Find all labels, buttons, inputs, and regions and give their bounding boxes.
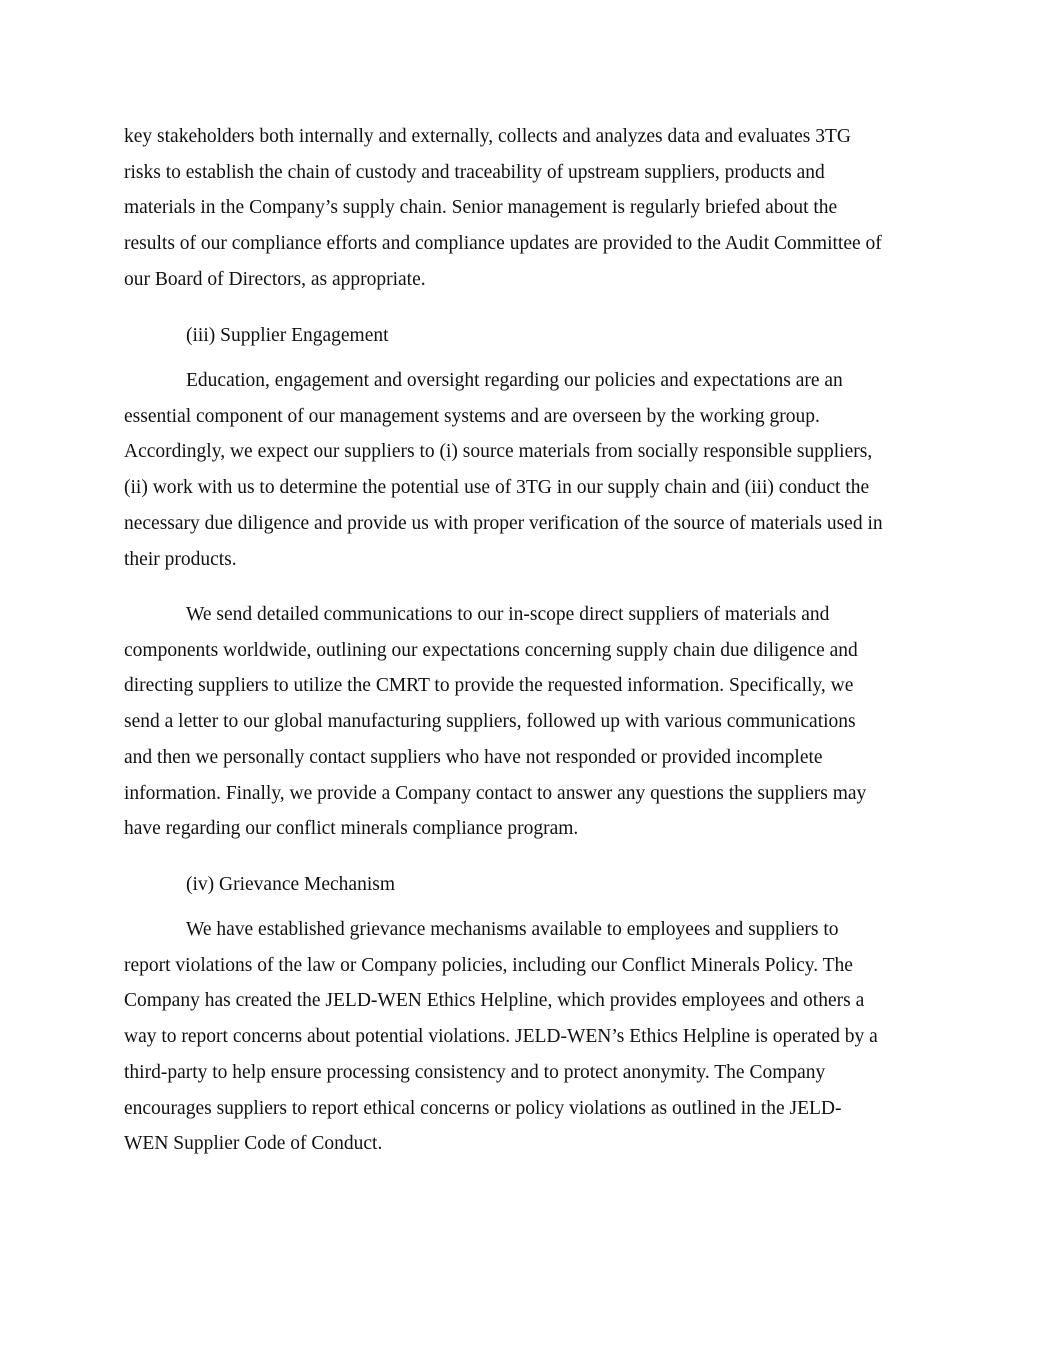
text-line: Education, engagement and oversight regarding our policies and expectations are an	[186, 370, 843, 391]
paragraph-supplier-education	[124, 363, 944, 577]
paragraph-supplier-communications	[124, 597, 944, 847]
text-line: We send detailed communications to our in-scope direct suppliers of materials and	[186, 604, 830, 625]
text-line: our Board of Directors, as appropriate.	[124, 268, 426, 290]
paragraph-continuation	[124, 119, 944, 298]
heading-text: (iv) Grievance Mechanism	[186, 874, 395, 895]
heading-text: (iii) Supplier Engagement	[186, 325, 389, 346]
text-line: send a letter to our global manufacturing suppliers, followed up with various communications	[124, 711, 856, 733]
paragraph-grievance-mechanisms	[124, 912, 944, 1162]
text-line: essential component of our management systems and are overseen by the working group.	[124, 405, 820, 427]
text-line: risks to establish the chain of custody and traceability of upstream suppliers, products and	[124, 161, 825, 183]
text-line: and then we personally contact suppliers who have not responded or provided incomplete	[124, 746, 823, 768]
text-line: materials in the Company’s supply chain. Senior management is regularly briefed about the	[124, 197, 838, 219]
text-line: (ii) work with us to determine the potential use of 3TG in our supply chain and (iii) conduct the	[124, 477, 870, 499]
text-line: Company has created the JELD-WEN Ethics Helpline, which provides employees and others a	[124, 990, 865, 1012]
text-line: We have established grievance mechanisms available to employees and suppliers to	[186, 919, 839, 940]
text-line: way to report concerns about potential violations. JELD-WEN’s Ethics Helpline is operated by a	[124, 1026, 878, 1048]
text-line: report violations of the law or Company policies, including our Conflict Minerals Policy. The	[124, 954, 853, 976]
text-line: directing suppliers to utilize the CMRT to provide the requested information. Specifically, we	[124, 675, 854, 697]
section-heading-supplier-engagement	[124, 318, 1006, 354]
text-line: their products.	[124, 548, 237, 570]
text-line: necessary due diligence and provide us with proper verification of the source of materials used in	[124, 512, 883, 534]
text-line: third-party to help ensure processing consistency and to protect anonymity. The Company	[124, 1061, 826, 1083]
text-line: components worldwide, outlining our expectations concerning supply chain due diligence and	[124, 639, 858, 661]
section-heading-grievance-mechanism	[124, 867, 1006, 903]
text-line: encourages suppliers to report ethical concerns or policy violations as outlined in the JELD-	[124, 1097, 842, 1119]
text-line: key stakeholders both internally and externally, collects and analyzes data and evaluates 3TG	[124, 126, 852, 147]
text-line: WEN Supplier Code of Conduct.	[124, 1133, 383, 1155]
text-line: have regarding our conflict minerals compliance program.	[124, 818, 579, 840]
text-line: results of our compliance efforts and compliance updates are provided to the Audit Committee of	[124, 233, 882, 255]
text-line: Accordingly, we expect our suppliers to (i) source materials from socially responsible suppliers,	[124, 441, 873, 463]
text-line: information. Finally, we provide a Company contact to answer any questions the suppliers may	[124, 782, 867, 804]
